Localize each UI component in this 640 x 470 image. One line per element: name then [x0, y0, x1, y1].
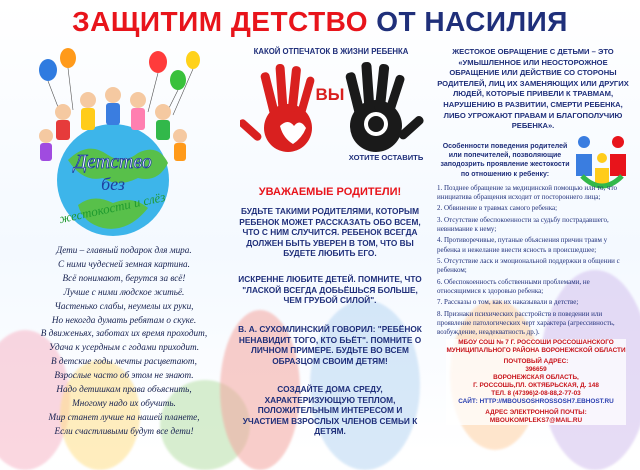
poem [24, 244, 224, 439]
address-zip: 396659 [525, 366, 547, 373]
poem-line: Многому надо их обучить. [72, 397, 176, 408]
poem-line: В детские годы мечты расцветают, [51, 356, 197, 367]
page-title [0, 4, 640, 40]
vy-label: ВЫ [315, 85, 345, 104]
phone: ТЕЛ. 8 (47396)2-08-88,2-77-03 [491, 390, 581, 397]
logo-word-2: без [101, 174, 125, 194]
appeal-paragraph-1: БУДЬТЕ ТАКИМИ РОДИТЕЛЯМИ, КОТОРЫМ РЕБЕНОК МОЖЕТ РАССКАЗАТЬ ОБО ВСЕМ, ЧТО С НИМ СЛУЧИТСЯ. РЕБЕНОК ВСЕГДА ДОЛЖЕН БЫТЬ УВЕРЕН В ТОМ, ЧТО ВЫ БУДЕТЕ ЛЮБИТЬ ЕГО. [239, 206, 421, 259]
logo-word-3: жестокости и слёз [57, 189, 167, 227]
appeal-paragraph-3: В. А. СУХОМЛИНСКИЙ ГОВОРИЛ: "РЕБЁНОК НЕНАВИДИТ ТОГО, КТО БЬЁТ". ПОМНИТЕ О ЛИЧНОМ ПРИМЕРЕ. БУДЬТЕ ВО ВСЕМ ОБРАЗЦОМ СВОИМ ДЕТЯМ! [238, 324, 422, 366]
red-handprint-icon [240, 64, 315, 152]
poem-line: Мир станет лучше на нашей планете, [48, 411, 200, 422]
list-item: 4. Противоречивые, путаные объяснения причин травм у ребенка и нежелание внести ясность в происшедшее; [437, 236, 608, 254]
website-link[interactable]: САЙТ: HTTP://MBOUSOSHROSSOSH7.EBHOST.RU [458, 398, 614, 405]
poem-line: Взрослые часто об этом не знают. [54, 370, 194, 381]
list-item: 7. Рассказы о том, как их наказывали в детстве; [437, 298, 579, 307]
poem-line: Если счастливыми будут все дети! [54, 425, 194, 436]
handprints-image [240, 58, 426, 168]
definition-text: ЖЕСТОКОЕ ОБРАЩЕНИЕ С ДЕТЬМИ – ЭТО «УМЫШЛЕННОЕ ИЛИ НЕОСТОРОЖНОЕ ОБРАЩЕНИЕ ИЛИ ДЕЙСТВИЕ СО СТОРОНЫ РОДИТЕЛЕЙ, ЛИЦ ИХ ЗАМЕНЯЮЩИХ ИЛИ ДРУГИХ ЛЮДЕЙ, КОТОРЫЕ ПРИВЕЛИ К ТРАВМАМ, НАРУШЕНИЮ В РАЗВИТИИ, СМЕРТИ РЕБЕНКА, ЛИБО УГРОЖАЮТ ПРАВАМ И БЛАГОПОЛУЧИЮ РЕБЕНКА». [437, 47, 629, 131]
logo-word-1: Детство [74, 151, 152, 173]
address-region: ВОРОНЕЖСКАЯ ОБЛАСТЬ, [493, 374, 579, 381]
poem-line: Лучше с ними людское житьё. [63, 286, 185, 297]
list-item: 6. Обеспокоенность собственными проблемами, не относящимися к здоровью ребенка; [437, 277, 590, 295]
appeal-heading: УВАЖАЕМЫЕ РОДИТЕЛИ! [258, 186, 402, 198]
poem-line: С ними чудесней земная картина. [58, 258, 190, 269]
address-label: ПОЧТОВЫЙ АДРЕС: [503, 358, 569, 365]
poem-line: Удача к усердным с годами приходит. [48, 342, 200, 353]
hands-caption-bottom: ХОТИТЕ ОСТАВИТЬ [348, 153, 424, 162]
list-item: 1. Позднее обращение за медицинской помощью или то, что инициатива обращения исходит от постороннего лица; [437, 183, 618, 202]
list-item: 2. Обвинение в травмах самого ребенка; [437, 204, 558, 213]
list-item: 3. Отсутствие обеспокоенности за судьбу пострадавшего, невнимание к нему; [437, 215, 609, 233]
list-item: 5. Отсутствие ласк и эмоциональной поддержки в общении с ребенком; [437, 256, 620, 275]
poem-line: Всё понимают, берутся за всё! [62, 272, 186, 283]
title-part-2: ОТ НАСИЛИЯ [376, 6, 568, 37]
poem-line: Дети – главный подарок для мира. [56, 245, 192, 255]
appeal-paragraph-4: СОЗДАЙТЕ ДОМА СРЕДУ, ХАРАКТЕРИЗУЮЩУЮ ТЕПЛОМ, ПОЛОЖИТЕЛЬНЫМ ИНТЕРЕСОМ И УЧАСТИЕМ ВЗРОСЛЫХ ЧЛЕНОВ СЕМЬИ К ДЕТЯМ. [242, 384, 418, 437]
parent-behavior-list [437, 142, 625, 339]
email-link[interactable]: MBOUKOMPLEKS7@MAIL.RU [489, 417, 583, 424]
hands-caption-top: КАКОЙ ОТПЕЧАТОК В ЖИЗНИ РЕБЕНКА [253, 47, 409, 56]
black-handprint-icon [345, 62, 425, 152]
email-label: АДРЕС ЭЛЕКТРОННОЙ ПОЧТЫ: [485, 409, 587, 416]
school-name: МБОУ СОШ № 7 Г. РОССОШИ РОССОШАНСКОГО МУНИЦИПАЛЬНОГО РАЙОНА ВОРОНЕЖСКОЙ ОБЛАСТИ [446, 339, 626, 354]
features-heading: Особенности поведения родителей или попечителей, позволяющие заподозрить проявление жестокости по отношению к ребенку: [440, 143, 570, 178]
appeal-paragraph-2: ИСКРЕННЕ ЛЮБИТЕ ДЕТЕЙ. ПОМНИТЕ, ЧТО "ЛАСКОЙ ВСЕГДА ДОБЬЁШЬСЯ БОЛЬШЕ, ЧЕМ ГРУБОЙ СИЛОЙ". [238, 274, 422, 306]
address-street: Г. РОССОШЬ,ПЛ. ОКТЯБРЬСКАЯ, Д. 148 [473, 382, 599, 389]
title-part-1: ЗАЩИТИМ ДЕТСТВО [72, 6, 368, 37]
poem-line: В движеньях, заботах их время проходит, [40, 328, 208, 339]
poem-line: Но некогда думать ребятам о скуке. [51, 314, 197, 325]
list-item: 8. Признаки психических расстройств в поведении или проявление патологических черт характера (агрессивность, возбуждение, неадекватность др.). [437, 309, 615, 336]
contact-info [446, 339, 626, 425]
poem-line: Частенько слабы, неумелы их руки, [54, 300, 194, 311]
logo-illustration [8, 40, 228, 240]
poem-line: Надо детишкам права объяснить, [56, 384, 192, 395]
